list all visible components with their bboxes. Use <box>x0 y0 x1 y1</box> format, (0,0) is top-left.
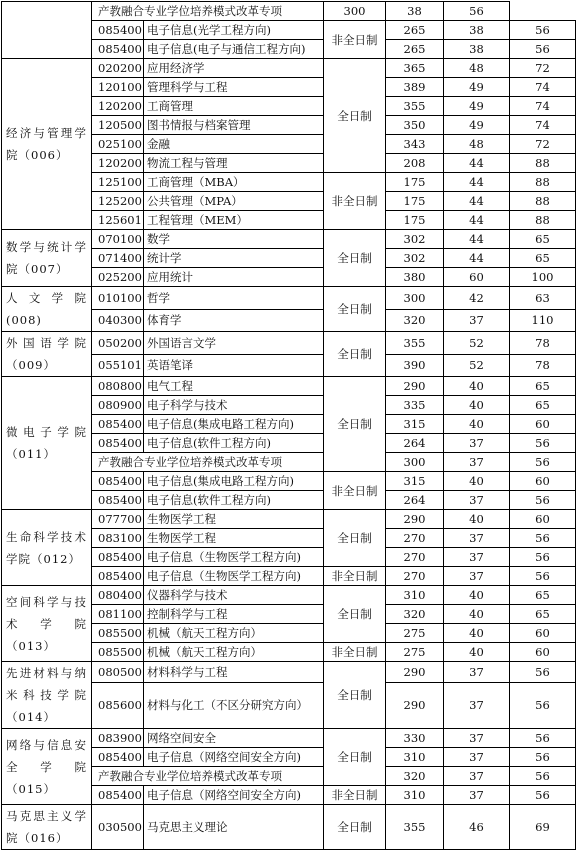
single-subject-score-100: 37 <box>444 434 510 453</box>
single-subject-score-150: 56 <box>510 529 576 548</box>
major-code: 070100 <box>92 230 144 249</box>
major-name: 电气工程 <box>144 377 324 396</box>
single-subject-score-100: 37 <box>444 662 510 683</box>
single-subject-score-100: 40 <box>444 586 510 605</box>
total-score: 290 <box>386 377 444 396</box>
study-mode: 全日制 <box>324 287 386 332</box>
single-subject-score-150: 56 <box>510 729 576 748</box>
single-subject-score-150: 56 <box>510 548 576 567</box>
single-subject-score-150: 65 <box>510 605 576 624</box>
single-subject-score-100: 44 <box>444 173 510 192</box>
single-subject-score-100: 38 <box>386 2 444 21</box>
single-subject-score-100: 37 <box>444 729 510 748</box>
study-mode: 非全日制 <box>324 567 386 586</box>
single-subject-score-150: 56 <box>444 2 510 21</box>
total-score: 300 <box>324 2 386 21</box>
single-subject-score-100: 44 <box>444 249 510 268</box>
major-name: 电子信息（生物医学工程方向) <box>144 567 324 586</box>
college-name <box>2 2 92 59</box>
major-code: 125200 <box>92 192 144 211</box>
table-row <box>2 287 576 310</box>
total-score: 290 <box>386 682 444 728</box>
major-name: 马克思主义理论 <box>144 805 324 850</box>
major-name: 工商管理（MBA） <box>144 173 324 192</box>
total-score: 275 <box>386 643 444 662</box>
table-row <box>2 662 576 683</box>
major-code: 040300 <box>92 309 144 332</box>
major-name: 体育学 <box>144 309 324 332</box>
total-score: 270 <box>386 567 444 586</box>
study-mode: 全日制 <box>324 729 386 786</box>
study-mode: 全日制 <box>324 662 386 729</box>
single-subject-score-100: 52 <box>444 332 510 355</box>
major-name: 生物医学工程 <box>144 529 324 548</box>
major-code: 085400 <box>92 786 144 805</box>
total-score: 343 <box>386 135 444 154</box>
major-name: 网络空间安全 <box>144 729 324 748</box>
major-code: 085400 <box>92 434 144 453</box>
single-subject-score-150: 60 <box>510 415 576 434</box>
single-subject-score-100: 37 <box>444 748 510 767</box>
table-row <box>2 586 576 605</box>
total-score: 320 <box>386 309 444 332</box>
total-score: 380 <box>386 268 444 287</box>
college-name: 空间科学与技术学院（013） <box>2 586 92 662</box>
single-subject-score-150: 65 <box>510 377 576 396</box>
major-code: 025200 <box>92 268 144 287</box>
major-code: 025100 <box>92 135 144 154</box>
special-program-name: 产教融合专业学位培养模式改革专项 <box>92 453 324 472</box>
college-name: 网络与信息安全学院（015） <box>2 729 92 805</box>
major-name: 电子信息（网络空间安全方向) <box>144 786 324 805</box>
single-subject-score-100: 49 <box>444 97 510 116</box>
single-subject-score-100: 44 <box>444 211 510 230</box>
major-code: 085600 <box>92 682 144 728</box>
total-score: 310 <box>386 786 444 805</box>
total-score: 265 <box>386 40 444 59</box>
study-mode: 非全日制 <box>324 173 386 230</box>
total-score: 270 <box>386 548 444 567</box>
single-subject-score-150: 60 <box>510 510 576 529</box>
single-subject-score-150: 65 <box>510 249 576 268</box>
total-score: 270 <box>386 529 444 548</box>
total-score: 320 <box>386 605 444 624</box>
single-subject-score-100: 37 <box>444 567 510 586</box>
single-subject-score-150: 63 <box>510 287 576 310</box>
major-name: 物流工程与管理 <box>144 154 324 173</box>
single-subject-score-150: 110 <box>510 309 576 332</box>
major-code: 120200 <box>92 97 144 116</box>
single-subject-score-150: 74 <box>510 116 576 135</box>
single-subject-score-150: 88 <box>510 211 576 230</box>
major-code: 085500 <box>92 624 144 643</box>
total-score: 315 <box>386 415 444 434</box>
study-mode: 全日制 <box>324 805 386 850</box>
single-subject-score-100: 44 <box>444 192 510 211</box>
study-mode: 非全日制 <box>324 786 386 805</box>
total-score: 302 <box>386 249 444 268</box>
total-score: 355 <box>386 332 444 355</box>
college-name: 生命科学技术学院（012） <box>2 510 92 586</box>
major-name: 控制科学与工程 <box>144 605 324 624</box>
single-subject-score-150: 60 <box>510 643 576 662</box>
major-code: 085400 <box>92 415 144 434</box>
major-name: 管理科学与工程 <box>144 78 324 97</box>
single-subject-score-150: 65 <box>510 396 576 415</box>
college-name: 马克思主义学院（016） <box>2 805 92 850</box>
major-name: 电子信息(集成电路工程方向) <box>144 415 324 434</box>
major-name: 仪器科学与技术 <box>144 586 324 605</box>
major-name: 数学 <box>144 230 324 249</box>
total-score: 300 <box>386 287 444 310</box>
total-score: 310 <box>386 748 444 767</box>
special-program-name: 产教融合专业学位培养模式改革专项 <box>92 2 324 21</box>
total-score: 264 <box>386 434 444 453</box>
major-name: 电子信息（网络空间安全方向) <box>144 748 324 767</box>
total-score: 175 <box>386 211 444 230</box>
major-name: 外国语言文学 <box>144 332 324 355</box>
single-subject-score-100: 40 <box>444 415 510 434</box>
single-subject-score-150: 88 <box>510 192 576 211</box>
total-score: 320 <box>386 767 444 786</box>
single-subject-score-150: 56 <box>510 567 576 586</box>
single-subject-score-100: 37 <box>444 453 510 472</box>
total-score: 390 <box>386 354 444 377</box>
major-code: 085400 <box>92 567 144 586</box>
total-score: 290 <box>386 662 444 683</box>
study-mode: 全日制 <box>324 377 386 472</box>
college-name: 人文学院(008) <box>2 287 92 332</box>
single-subject-score-100: 40 <box>444 643 510 662</box>
study-mode: 全日制 <box>324 510 386 567</box>
major-code: 083100 <box>92 529 144 548</box>
single-subject-score-150: 56 <box>510 491 576 510</box>
study-mode: 全日制 <box>324 332 386 377</box>
major-name: 电子信息(软件工程方向) <box>144 434 324 453</box>
major-code: 125100 <box>92 173 144 192</box>
single-subject-score-150: 88 <box>510 154 576 173</box>
table-row <box>2 729 576 748</box>
total-score: 350 <box>386 116 444 135</box>
total-score: 290 <box>386 510 444 529</box>
total-score: 310 <box>386 586 444 605</box>
single-subject-score-100: 40 <box>444 510 510 529</box>
total-score: 315 <box>386 472 444 491</box>
college-name: 数学与统计学院（007） <box>2 230 92 287</box>
single-subject-score-100: 52 <box>444 354 510 377</box>
single-subject-score-100: 37 <box>444 767 510 786</box>
table-row <box>2 230 576 249</box>
single-subject-score-150: 56 <box>510 662 576 683</box>
major-code: 125601 <box>92 211 144 230</box>
total-score: 365 <box>386 59 444 78</box>
study-mode: 非全日制 <box>324 643 386 662</box>
single-subject-score-150: 65 <box>510 230 576 249</box>
single-subject-score-150: 100 <box>510 268 576 287</box>
single-subject-score-150: 56 <box>510 434 576 453</box>
single-subject-score-150: 72 <box>510 59 576 78</box>
major-name: 工程管理（MEM） <box>144 211 324 230</box>
single-subject-score-150: 78 <box>510 354 576 377</box>
total-score: 265 <box>386 21 444 40</box>
single-subject-score-150: 60 <box>510 472 576 491</box>
major-name: 公共管理（MPA） <box>144 192 324 211</box>
college-name: 微电子学院（011） <box>2 377 92 510</box>
total-score: 330 <box>386 729 444 748</box>
college-name: 经济与管理学院（006） <box>2 59 92 230</box>
total-score: 300 <box>386 453 444 472</box>
major-code: 010100 <box>92 287 144 310</box>
study-mode: 非全日制 <box>324 472 386 510</box>
single-subject-score-150: 56 <box>510 40 576 59</box>
major-code: 120500 <box>92 116 144 135</box>
major-code: 055101 <box>92 354 144 377</box>
single-subject-score-150: 74 <box>510 78 576 97</box>
major-name: 机械（航天工程方向） <box>144 624 324 643</box>
total-score: 175 <box>386 173 444 192</box>
major-code: 080400 <box>92 586 144 605</box>
single-subject-score-100: 40 <box>444 624 510 643</box>
major-name: 材料与化工（不区分研究方向） <box>144 682 324 728</box>
total-score: 264 <box>386 491 444 510</box>
total-score: 275 <box>386 624 444 643</box>
major-code: 050200 <box>92 332 144 355</box>
major-name: 电子科学与技术 <box>144 396 324 415</box>
major-code: 080900 <box>92 396 144 415</box>
study-mode: 非全日制 <box>324 21 386 59</box>
major-name: 应用统计 <box>144 268 324 287</box>
study-mode: 全日制 <box>324 59 386 173</box>
table-body <box>2 2 576 850</box>
single-subject-score-150: 88 <box>510 173 576 192</box>
major-code: 080800 <box>92 377 144 396</box>
table-row <box>2 2 576 21</box>
study-mode: 全日制 <box>324 230 386 287</box>
major-code: 085400 <box>92 748 144 767</box>
single-subject-score-150: 78 <box>510 332 576 355</box>
single-subject-score-100: 46 <box>444 805 510 850</box>
major-code: 120100 <box>92 78 144 97</box>
study-mode: 全日制 <box>324 586 386 643</box>
major-code: 071400 <box>92 249 144 268</box>
major-name: 工商管理 <box>144 97 324 116</box>
total-score: 335 <box>386 396 444 415</box>
single-subject-score-150: 56 <box>510 21 576 40</box>
single-subject-score-100: 44 <box>444 154 510 173</box>
major-code: 120200 <box>92 154 144 173</box>
major-name: 英语笔译 <box>144 354 324 377</box>
table-row <box>2 332 576 355</box>
total-score: 175 <box>386 192 444 211</box>
single-subject-score-100: 40 <box>444 605 510 624</box>
major-name: 电子信息(电子与通信工程方向) <box>144 40 324 59</box>
major-code: 085400 <box>92 21 144 40</box>
single-subject-score-100: 44 <box>444 230 510 249</box>
major-name: 电子信息(集成电路工程方向) <box>144 472 324 491</box>
major-name: 电子信息(光学工程方向) <box>144 21 324 40</box>
major-code: 085400 <box>92 40 144 59</box>
single-subject-score-100: 48 <box>444 135 510 154</box>
single-subject-score-100: 49 <box>444 78 510 97</box>
single-subject-score-150: 69 <box>510 805 576 850</box>
single-subject-score-100: 37 <box>444 786 510 805</box>
major-name: 生物医学工程 <box>144 510 324 529</box>
major-code: 080500 <box>92 662 144 683</box>
single-subject-score-100: 40 <box>444 472 510 491</box>
major-code: 081100 <box>92 605 144 624</box>
single-subject-score-100: 38 <box>444 21 510 40</box>
single-subject-score-150: 56 <box>510 453 576 472</box>
major-code: 083900 <box>92 729 144 748</box>
total-score: 302 <box>386 230 444 249</box>
table-row <box>2 510 576 529</box>
single-subject-score-150: 60 <box>510 624 576 643</box>
single-subject-score-100: 37 <box>444 682 510 728</box>
single-subject-score-150: 56 <box>510 748 576 767</box>
single-subject-score-100: 60 <box>444 268 510 287</box>
single-subject-score-150: 72 <box>510 135 576 154</box>
table-row <box>2 805 576 850</box>
single-subject-score-100: 42 <box>444 287 510 310</box>
college-name: 先进材料与纳米科技学院（014） <box>2 662 92 729</box>
major-name: 应用经济学 <box>144 59 324 78</box>
single-subject-score-150: 56 <box>510 786 576 805</box>
single-subject-score-100: 37 <box>444 491 510 510</box>
major-code: 085500 <box>92 643 144 662</box>
major-name: 机械（航天工程方向） <box>144 643 324 662</box>
single-subject-score-100: 48 <box>444 59 510 78</box>
major-code: 030500 <box>92 805 144 850</box>
single-subject-score-150: 74 <box>510 97 576 116</box>
single-subject-score-100: 38 <box>444 40 510 59</box>
major-code: 085400 <box>92 548 144 567</box>
single-subject-score-100: 49 <box>444 116 510 135</box>
major-code: 020200 <box>92 59 144 78</box>
major-code: 077700 <box>92 510 144 529</box>
single-subject-score-150: 56 <box>510 682 576 728</box>
major-code: 085400 <box>92 472 144 491</box>
total-score: 355 <box>386 97 444 116</box>
total-score: 389 <box>386 78 444 97</box>
single-subject-score-100: 37 <box>444 309 510 332</box>
single-subject-score-100: 37 <box>444 529 510 548</box>
table-row <box>2 59 576 78</box>
special-program-name: 产教融合专业学位培养模式改革专项 <box>92 767 324 786</box>
single-subject-score-100: 37 <box>444 548 510 567</box>
major-code: 085400 <box>92 491 144 510</box>
single-subject-score-100: 40 <box>444 377 510 396</box>
table-row <box>2 377 576 396</box>
score-line-table <box>1 1 576 850</box>
major-name: 材料科学与工程 <box>144 662 324 683</box>
major-name: 电子信息(软件工程方向) <box>144 491 324 510</box>
major-name: 图书情报与档案管理 <box>144 116 324 135</box>
major-name: 电子信息（生物医学工程方向) <box>144 548 324 567</box>
major-name: 统计学 <box>144 249 324 268</box>
single-subject-score-100: 40 <box>444 396 510 415</box>
single-subject-score-150: 56 <box>510 767 576 786</box>
total-score: 208 <box>386 154 444 173</box>
total-score: 355 <box>386 805 444 850</box>
single-subject-score-150: 65 <box>510 586 576 605</box>
college-name: 外国语学院（009） <box>2 332 92 377</box>
major-name: 金融 <box>144 135 324 154</box>
major-name: 哲学 <box>144 287 324 310</box>
